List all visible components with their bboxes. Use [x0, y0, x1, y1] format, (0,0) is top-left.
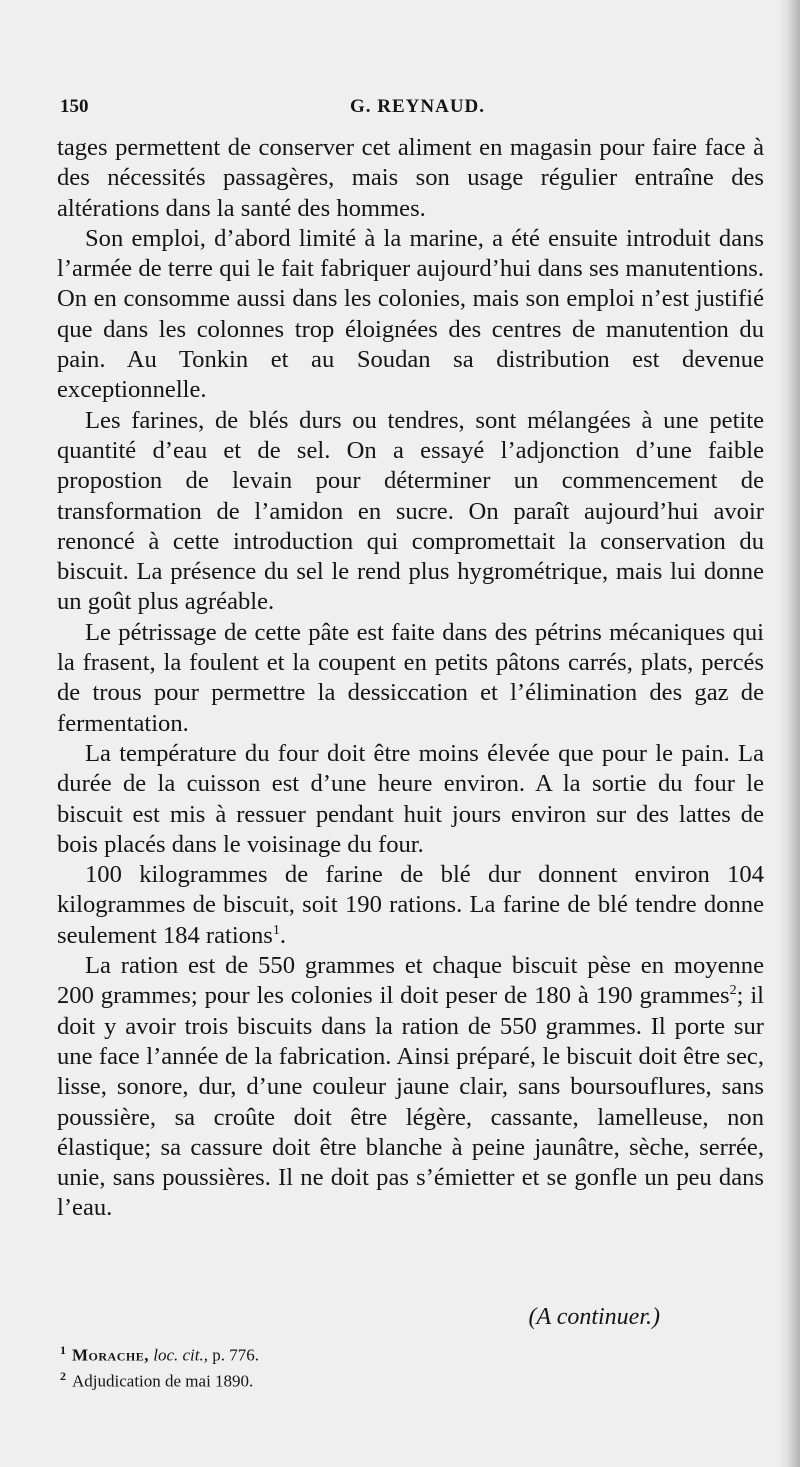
paragraph: Son emploi, d’abord limité à la marine, a été ensuite introduit dans l’armée de terre qui le fait fabriquer aujourd’hui dans ses manutentions. On en consomme aussi dans les colonies, mais son emploi n’est justifié que dans les colonnes trop éloignées des centres de manutention du pain. Au Tonkin et au Soudan sa distribution est devenue exceptionnelle.	[57, 224, 764, 404]
paragraph: tages permettent de conserver cet aliment en magasin pour faire face à des nécessités passagères, mais son usage régulier entraîne des altérations dans la santé des hommes.	[57, 134, 764, 222]
footnote-text: p. 776.	[207, 1345, 259, 1365]
footnotes	[60, 1340, 259, 1391]
main-text	[57, 133, 764, 1224]
to-be-continued: (A continuer.)	[528, 1304, 660, 1330]
page-number: 150	[60, 96, 89, 117]
footnote-ref: loc. cit.,	[153, 1345, 208, 1365]
paragraph-text: .	[279, 921, 286, 949]
paragraph-text: La ration est de 550 grammes et chaque biscuit pèse en moyenne 200 grammes; pour les colonies il doit peser de 180 à 190 grammes	[57, 952, 764, 1010]
footnote-number: 2	[60, 1368, 66, 1383]
footnote	[60, 1340, 259, 1366]
footnote-reference: 2	[729, 983, 737, 999]
footnote-author: Morache,	[72, 1345, 149, 1365]
paragraph: Les farines, de blés durs ou tendres, sont mélangées à une petite quantité d’eau et de sel. On a essayé l’adjonction d’une faible propostion de levain pour déterminer un commencement de transformation de l’amidon en sucre. On paraît aujourd’hui avoir renoncé à cette introduction qui compromettait la conservation du biscuit. La présence du sel le rend plus hygrométrique, mais lui donne un goût plus agréable.	[57, 406, 764, 616]
footnote	[60, 1366, 259, 1392]
paragraph-text: ; il doit y avoir trois biscuits dans la ration de 550 grammes. Il porte sur une face l’année de la fabrication. Ainsi préparé, le biscuit doit être sec, lisse, sonore, dur, d’une couleur jaune clair, sans boursouflures, sans poussière, sa croûte doit être légère, cassante, lamelleuse, non élastique; sa cassure doit être blanche à peine jaunâtre, sèche, serrée, unie, sans poussières. Il ne doit pas s’émietter et se gonfle un peu dans l’eau.	[57, 982, 764, 1222]
footnote-text: Adjudication de mai 1890.	[72, 1371, 254, 1391]
paragraph: Le pétrissage de cette pâte est faite dans des pétrins mécaniques qui la frasent, la foulent et la coupent en petits pâtons carrés, plats, percés de trous pour permettre la dessiccation et l’élimination des gaz de fermentation.	[57, 618, 764, 737]
footnote-number: 1	[60, 1343, 66, 1357]
paragraph	[57, 951, 764, 1224]
paragraph	[57, 860, 764, 951]
paragraph-text: 100 kilogrammes de farine de blé dur donnent environ 104 kilogrammes de biscuit, soit 190 rations. La farine de blé tendre donne seulement 184 rations	[57, 861, 764, 949]
footnote-reference: 1	[272, 922, 280, 938]
page-edge-shadow	[778, 0, 800, 1467]
running-head: G. REYNAUD.	[350, 96, 486, 117]
page-header	[60, 96, 760, 124]
paragraph: La température du four doit être moins élevée que pour le pain. La durée de la cuisson est d’une heure environ. A la sortie du four le biscuit est mis à ressuer pendant huit jours environ sur des lattes de bois placés dans le voisinage du four.	[57, 739, 764, 858]
